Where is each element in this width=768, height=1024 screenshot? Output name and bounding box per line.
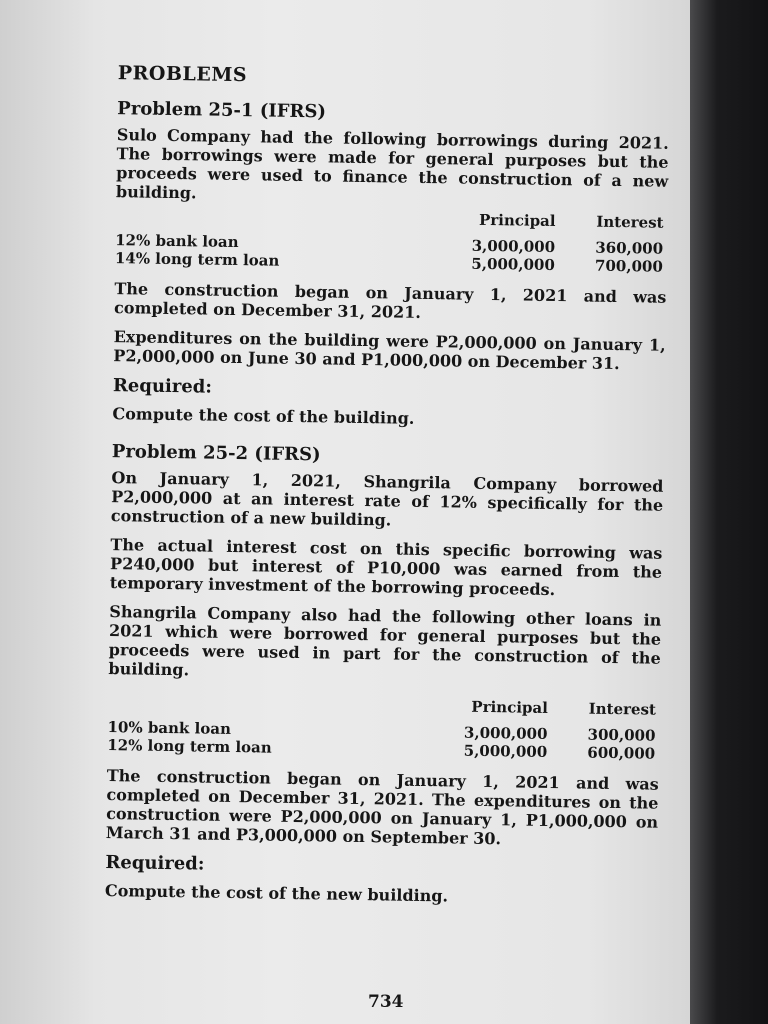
- page-edge-shadow: [690, 0, 768, 1024]
- problem-paragraph: Shangrila Company also had the following other loans in 2021 which were borrowed for general purposes but the proceeds were used in part for the construction of the building.: [108, 602, 662, 680]
- table-header-principal: Principal: [471, 697, 549, 717]
- problem-paragraph: Sulo Company had the following borrowings during 2021. The borrowings were made for general purposes but the proceeds were used to finance the construction of a new building.: [115, 125, 669, 203]
- loan-name: 14% long term loan: [114, 249, 280, 270]
- borrowings-table: [115, 205, 664, 276]
- loan-interest: 700,000: [594, 256, 663, 276]
- section-heading: PROBLEMS: [117, 62, 248, 87]
- page-number: 734: [368, 992, 404, 1012]
- problem-title: Problem 25-1 (IFRS): [117, 98, 327, 123]
- table-header-principal: Principal: [478, 210, 556, 231]
- loan-name: 10% bank loan: [107, 718, 232, 738]
- problem-paragraph: The construction began on January 1, 2021 and was completed on December 31, 2021.: [113, 279, 667, 322]
- other-loans-table: [107, 692, 656, 763]
- loan-principal: 3,000,000: [471, 236, 556, 257]
- required-text: Compute the cost of the building.: [112, 404, 415, 428]
- loan-interest: 600,000: [587, 743, 656, 763]
- problem-25-1: [104, 98, 669, 432]
- problem-paragraph: Expenditures on the building were P2,000,000 on January 1, P2,000,000 on June 30 and P1,000,000 on December 31.: [113, 327, 666, 374]
- table-header-interest: Interest: [596, 212, 664, 232]
- problem-paragraph: The actual interest cost on this specific borrowing was P240,000 but interest of P10,000 was earned from the temporary investment of the borrowing proceeds.: [109, 535, 663, 600]
- problem-title: Problem 25-2 (IFRS): [111, 441, 321, 466]
- loan-name: 12% bank loan: [115, 231, 239, 252]
- required-text: Compute the cost of the new building.: [104, 881, 449, 906]
- problem-paragraph: The construction began on January 1, 2021 and was completed on December 31, 2021. The expenditures on the construction were P2,000,000 on January 1, P1,000,000 on March 31 and P3,000,000 on September 30.: [105, 766, 659, 849]
- page-gutter: [0, 0, 95, 1024]
- problem-paragraph: On January 1, 2021, Shangrila Company borrowed P2,000,000 at an interest rate of 12% specifically for the construction of a new building.: [110, 468, 664, 530]
- loan-principal: 3,000,000: [463, 723, 548, 743]
- page-content: [97, 62, 670, 927]
- loan-principal: 5,000,000: [463, 741, 548, 761]
- required-label: Required:: [112, 375, 213, 398]
- table-header-interest: Interest: [588, 699, 657, 719]
- required-label: Required:: [105, 852, 205, 875]
- loan-interest: 300,000: [587, 725, 656, 745]
- loan-name: 12% long term loan: [107, 736, 272, 757]
- problem-25-2: [97, 441, 664, 909]
- loan-interest: 360,000: [595, 238, 664, 258]
- loan-principal: 5,000,000: [471, 254, 556, 275]
